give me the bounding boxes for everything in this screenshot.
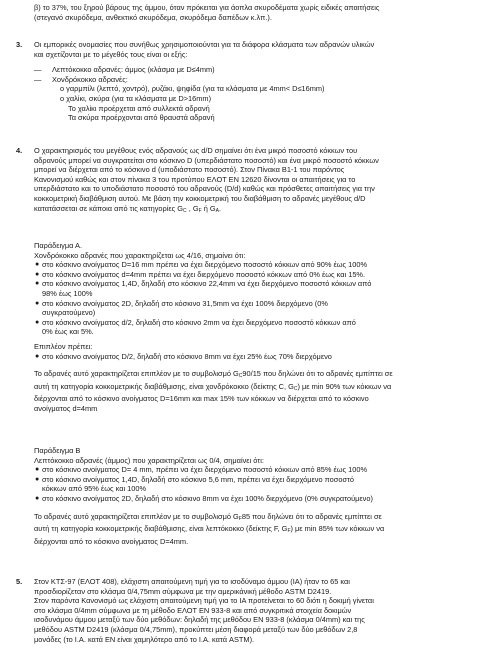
example-title: Παράδειγμα Β <box>34 446 81 455</box>
example-title: Παράδειγμα Α. <box>34 241 82 250</box>
list-item: Λεπτόκοκκο αδρανές: άμμος (κλάσμα με D≤4mm) <box>52 65 215 75</box>
list-item: ● στο κόσκινο ανοίγματος 1,4D, δηλαδή στο κόσκινο 5,6 mm, πρέπει να έχει διερχόμενο ποσοστό κόκκων από 95% έως και 100% <box>35 474 355 494</box>
dash-marker: — <box>34 74 42 84</box>
text-line: μεθόδου ASTM D2419 (κλάσμα 0/4,75mm), προκύπτει μέση διαφορά μεταξύ των δύο μεθόδων 2,8 <box>34 624 358 634</box>
sub-item: ο χαλίκι, σκύρα (για τα κλάσματα με D>16mm) <box>60 93 212 103</box>
text-line: Στον παρόντα Κανονισμό ως ελάχιστη απαιτούμενη τιμή για το ΙΑ προτείνεται το 60 διότι η δοκιμή γίνεται <box>34 596 374 606</box>
text-line: Επιπλέον πρέπει: <box>34 341 93 351</box>
text-line: υπερδιάστατο και το υποδιάστατο ποσοστό του αδρανούς (D/d) καθώς και πρόσθετες απαιτήσεις για την <box>34 184 375 194</box>
sub-item: Τα σκύρα προέρχονται από θραυστά αδρανή <box>68 113 215 123</box>
text-line: Οι εμπορικές ονομασίες που συνήθως χρησιμοποιούνται για τα διάφορα κλάσματα των αδρανών υλικών <box>34 40 375 49</box>
bullet-icon: ● <box>35 475 40 483</box>
text-line: διέρχονται από το κόσκινο ανοίγματος D=4mm. <box>34 536 189 546</box>
text-line: διέρχονται από το κόσκινο ανοίγματος D=16mm και max 15% των κόκκων να διέρχεται από το κόσκινο <box>34 394 369 404</box>
list-item: ● στο κόσκινο ανοίγματος D=16 mm πρέπει να έχει διερχόμενο ποσοστό κόκκων από 90% έως 100% <box>35 260 368 270</box>
sub-item: Το χαλίκι προέρχεται από συλλεκτά αδρανή <box>68 103 210 113</box>
dash-marker: — <box>34 65 42 75</box>
text-line: Στον ΚΤΣ-97 (ΕΛΟΤ 408), ελάχιστη απαιτούμενη τιμή για το ισοδύναμο άμμου (ΙΑ) ήταν το 65 και <box>34 577 350 586</box>
text-line: κοκκομετρική διαβάθμιση αυτού. Με βάση την κοκκομετρική του διαβάθμιση το αδρανές μεγέθους d/D <box>34 193 366 203</box>
text-line: αυτή τη κατηγορία κοκκομετρικής διαβάθμισης, είναι χονδρόκοκκο (δείκτης C, GC) με min 90% των κόκκων να <box>34 381 392 392</box>
section-4 <box>0 146 485 216</box>
text-line: στο κλάσμα 0/4mm σύμφωνα με τη μέθοδο ΕΛΟΤ ΕΝ 933-8 και από συγκριτικά στοιχεία δοκιμών <box>34 605 352 615</box>
text-line: Ο χαρακτηρισμός του μεγέθους ενός αδρανούς ως d/D σημαίνει ότι ένα μικρό ποσοστό κόκκων του <box>34 146 358 155</box>
section-number: 5. <box>16 577 23 586</box>
list-item: ● στο κόσκινο ανοίγματος 1,4D, δηλαδή στο κόσκινο 22,4mm να έχει διερχόμενο ποσοστό κόκκων από 98% έως 100% <box>35 279 372 298</box>
text-line: Κανονισμού καθώς και στον πίνακα 3 του προτύπου ΕΛΟΤ ΕΝ 12620 δίνονται οι απαιτήσεις για το <box>34 174 356 184</box>
text-line: Το αδρανές αυτό χαρακτηρίζεται επιπλέον με το συμβολισμό GC90/15 που δηλώνει ότι το αδρανές εμπίπτει σε <box>34 369 393 380</box>
sub-item: ο γαρμπίλι (λεπτό, χοντρό), ρυζάκι, ψηφίδα (για τα κλάσματα με 4mm< D≤16mm) <box>60 84 325 94</box>
list-item: ● στο κόσκινο ανοίγματος 2D, δηλαδή στο κόσκινο 8mm να έχει 100% διερχόμενο (0% συγκρατούμενο) <box>35 493 373 503</box>
text-line: και σχετίζονται με το μέγεθός τους είναι οι εξής: <box>34 49 188 59</box>
text-line: β) το 37%, του ξηρού βάρους της άμμου, όταν πρόκειται για άοπλα σκυροδέματα χωρίς ειδικές απαιτήσεις <box>34 3 380 12</box>
section-number: 3. <box>16 40 23 49</box>
text-line: Το αδρανές αυτό χαρακτηρίζεται επιπλέον με το συμβολισμό GF85 που δηλώνει ότι το αδρανές εμπίπτει σε <box>34 511 382 522</box>
example-a <box>0 241 485 414</box>
list-item: ● στο κόσκινο ανοίγματος d/2, δηλαδή στο κόσκινο 2mm να έχει διερχόμενο ποσοστό κόκκων από 0% έως και 5%. <box>35 317 356 337</box>
bullet-icon: ● <box>35 352 40 360</box>
bullet-icon: ● <box>35 270 40 278</box>
text-line: ισοδυνάμου άμμου μεταξύ των δύο μεθόδων: δηλαδή της μεθόδου ΕΝ 933-8 (κλάσμα 0/4mm) και της <box>34 615 365 625</box>
list-item: Χονδρόκοκκο αδρανές: <box>52 74 128 84</box>
text-line: κατατάσσεται σε κάποια από τις κατηγορίες GC , GF ή GA. <box>34 203 222 214</box>
section-3 <box>0 40 485 123</box>
text-line: αδρανούς μπορεί να συγκρατείται στο κόσκινο D (υπερδιάστατο ποσοστό) και ένα μικρό ποσοστό κόκκων <box>34 155 379 165</box>
bullet-icon: ● <box>35 318 40 326</box>
list-item: ● στο κόσκινο ανοίγματος D= 4 mm, πρέπει να έχει διερχόμενο ποσοστό κόκκων από 85% έως 100% <box>35 465 368 475</box>
bullet-icon: ● <box>35 494 40 502</box>
section-number: 4. <box>16 146 23 155</box>
example-b <box>0 446 485 546</box>
bullet-icon: ● <box>35 261 40 269</box>
list-item: ● στο κόσκινο ανοίγματος d=4mm πρέπει να έχει διερχόμενο ποσοστό κόκκων από 0% έως και 15%. <box>35 269 366 279</box>
list-item: ● στο κόσκινο ανοίγματος 2D, δηλαδή στο κόσκινο 31,5mm να έχει 100% διερχόμενο (0% συγκρατούμενο) <box>35 298 328 318</box>
text-line: Λεπτόκοκκο αδρανές (άμμος) που χαρακτηρίζεται ως 0/4, σημαίνει ότι: <box>34 455 264 465</box>
list-item: ● στο κόσκινο ανοίγματος D/2, δηλαδή στο κόσκινο 8mm να έχει 25% έως 70% διερχόμενο <box>35 351 332 361</box>
text-line: Χονδρόκοκκο αδρανές που χαρακτηρίζεται ως 4/16, σημαίνει ότι: <box>34 250 246 260</box>
text-line: ανοίγματος d=4mm <box>34 403 98 413</box>
text-line: μπορεί να διέρχεται από το κόσκινο d (υποδιάστατο ποσοστό). Στον Πίνακα Β1-1 του παρόντος <box>34 165 345 175</box>
bullet-icon: ● <box>35 466 40 474</box>
bullet-icon: ● <box>35 299 40 307</box>
text-line: αυτή τη κατηγορία κοκκομετρικής διαβάθμισης, είναι λεπτόκοκκο (δείκτης F, GF) με min 85% των κόκκων να <box>34 524 385 535</box>
text-line: προσδιορίζεταν στο κλάσμα 0/4,75mm σύμφωνα με την αμερικάνική μέθοδο ASTM D2419. <box>34 586 332 596</box>
section-5 <box>0 577 485 644</box>
intro-paragraph <box>0 3 485 22</box>
bullet-icon: ● <box>35 280 40 288</box>
text-line: (στεγανό σκυρόδεμα, ανθεκτικό σκυρόδεμα, σκυρόδεμα δαπέδων κ.λπ.). <box>34 12 272 22</box>
text-line: μονάδες (το Ι.Α. κατά ΕΝ είναι χαμηλότερο από το Ι.Α. κατά ASTM). <box>34 634 255 644</box>
